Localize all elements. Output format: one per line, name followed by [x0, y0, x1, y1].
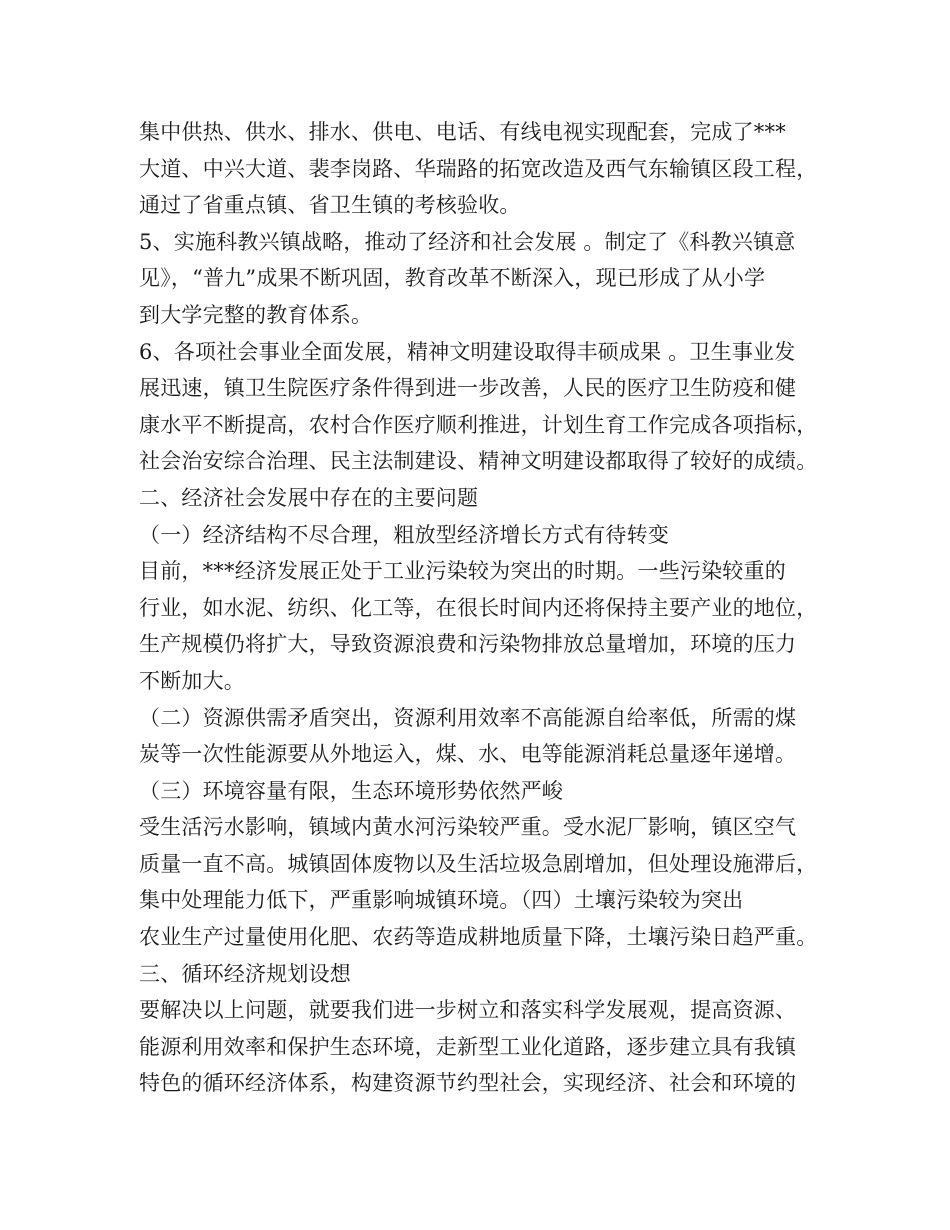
text-line: 能源利用效率和保护生态环境，走新型工业化道路，逐步建立具有我镇	[139, 1034, 797, 1059]
text-line: 质量一直不高。城镇固体废物以及生活垃圾急剧增加，但处理设施滞后，	[139, 851, 818, 876]
section-heading: 二、经济社会发展中存在的主要问题	[139, 485, 479, 510]
text-line: 康水平不断提高，农村合作医疗顺利推进，计划生育工作完成各项指标，	[139, 412, 818, 437]
text-line: 展迅速，镇卫生院医疗条件得到进一步改善，人民的医疗卫生防疫和健	[139, 376, 797, 401]
subsection-heading: （一）经济结构不尽合理，粗放型经济增长方式有待转变	[139, 522, 669, 547]
text-line: 生产规模仍将扩大，导致资源浪费和污染物排放总量增加，环境的压力	[139, 632, 797, 657]
text-line: 集中处理能力低下，严重影响城镇环境。（四）土壤污染较为突出	[139, 888, 744, 913]
text-line: 目前，***经济发展正处于工业污染较为突出的时期。一些污染较重的	[139, 559, 786, 584]
subsection-heading: （三）环境容量有限，生态环境形势依然严峻	[139, 778, 563, 803]
text-line: 农业生产过量使用化肥、农药等造成耕地质量下降，土壤污染日趋严重。	[139, 925, 818, 950]
text-line: 通过了省重点镇、省卫生镇的考核验收。	[139, 193, 521, 218]
text-line: 集中供热、供水、排水、供电、电话、有线电视实现配套，完成了***	[139, 120, 786, 144]
text-line: 炭等一次性能源要从外地运入，煤、水、电等能源消耗总量逐年递增。	[139, 742, 797, 767]
text-line: 特色的循环经济体系，构建资源节约型社会，实现经济、社会和环境的	[139, 1071, 797, 1096]
subsection-heading: （二）资源供需矛盾突出，资源利用效率不高能源自给率低，所需的煤	[139, 705, 797, 730]
text-line: 行业，如水泥、纺织、化工等，在很长时间内还将保持主要产业的地位，	[139, 595, 818, 620]
text-line: 到大学完整的教育体系。	[139, 302, 373, 327]
text-line: 5、实施科教兴镇战略，推动了经济和社会发展 。制定了《科教兴镇意	[139, 229, 796, 254]
text-line: 6、各项社会事业全面发展，精神文明建设取得丰硕成果 。卫生事业发	[139, 339, 796, 364]
text-line: 见》，“普九”成果不断巩固，教育改革不断深入，现已形成了从小学	[139, 266, 766, 291]
text-line: 要解决以上问题，就要我们进一步树立和落实科学发展观，提高资源、	[139, 998, 797, 1023]
text-line: 不断加大。	[139, 668, 245, 693]
section-heading: 三、循环经济规划设想	[139, 961, 351, 986]
document-body	[139, 114, 839, 1102]
text-line: 大道、中兴大道、裴李岗路、华瑞路的拓宽改造及西气东输镇区段工程，	[139, 156, 818, 181]
text-line: 社会治安综合治理、民主法制建设、精神文明建设都取得了较好的成绩。	[139, 449, 818, 474]
text-line: 受生活污水影响，镇域内黄水河污染较严重。受水泥厂影响，镇区空气	[139, 815, 797, 840]
